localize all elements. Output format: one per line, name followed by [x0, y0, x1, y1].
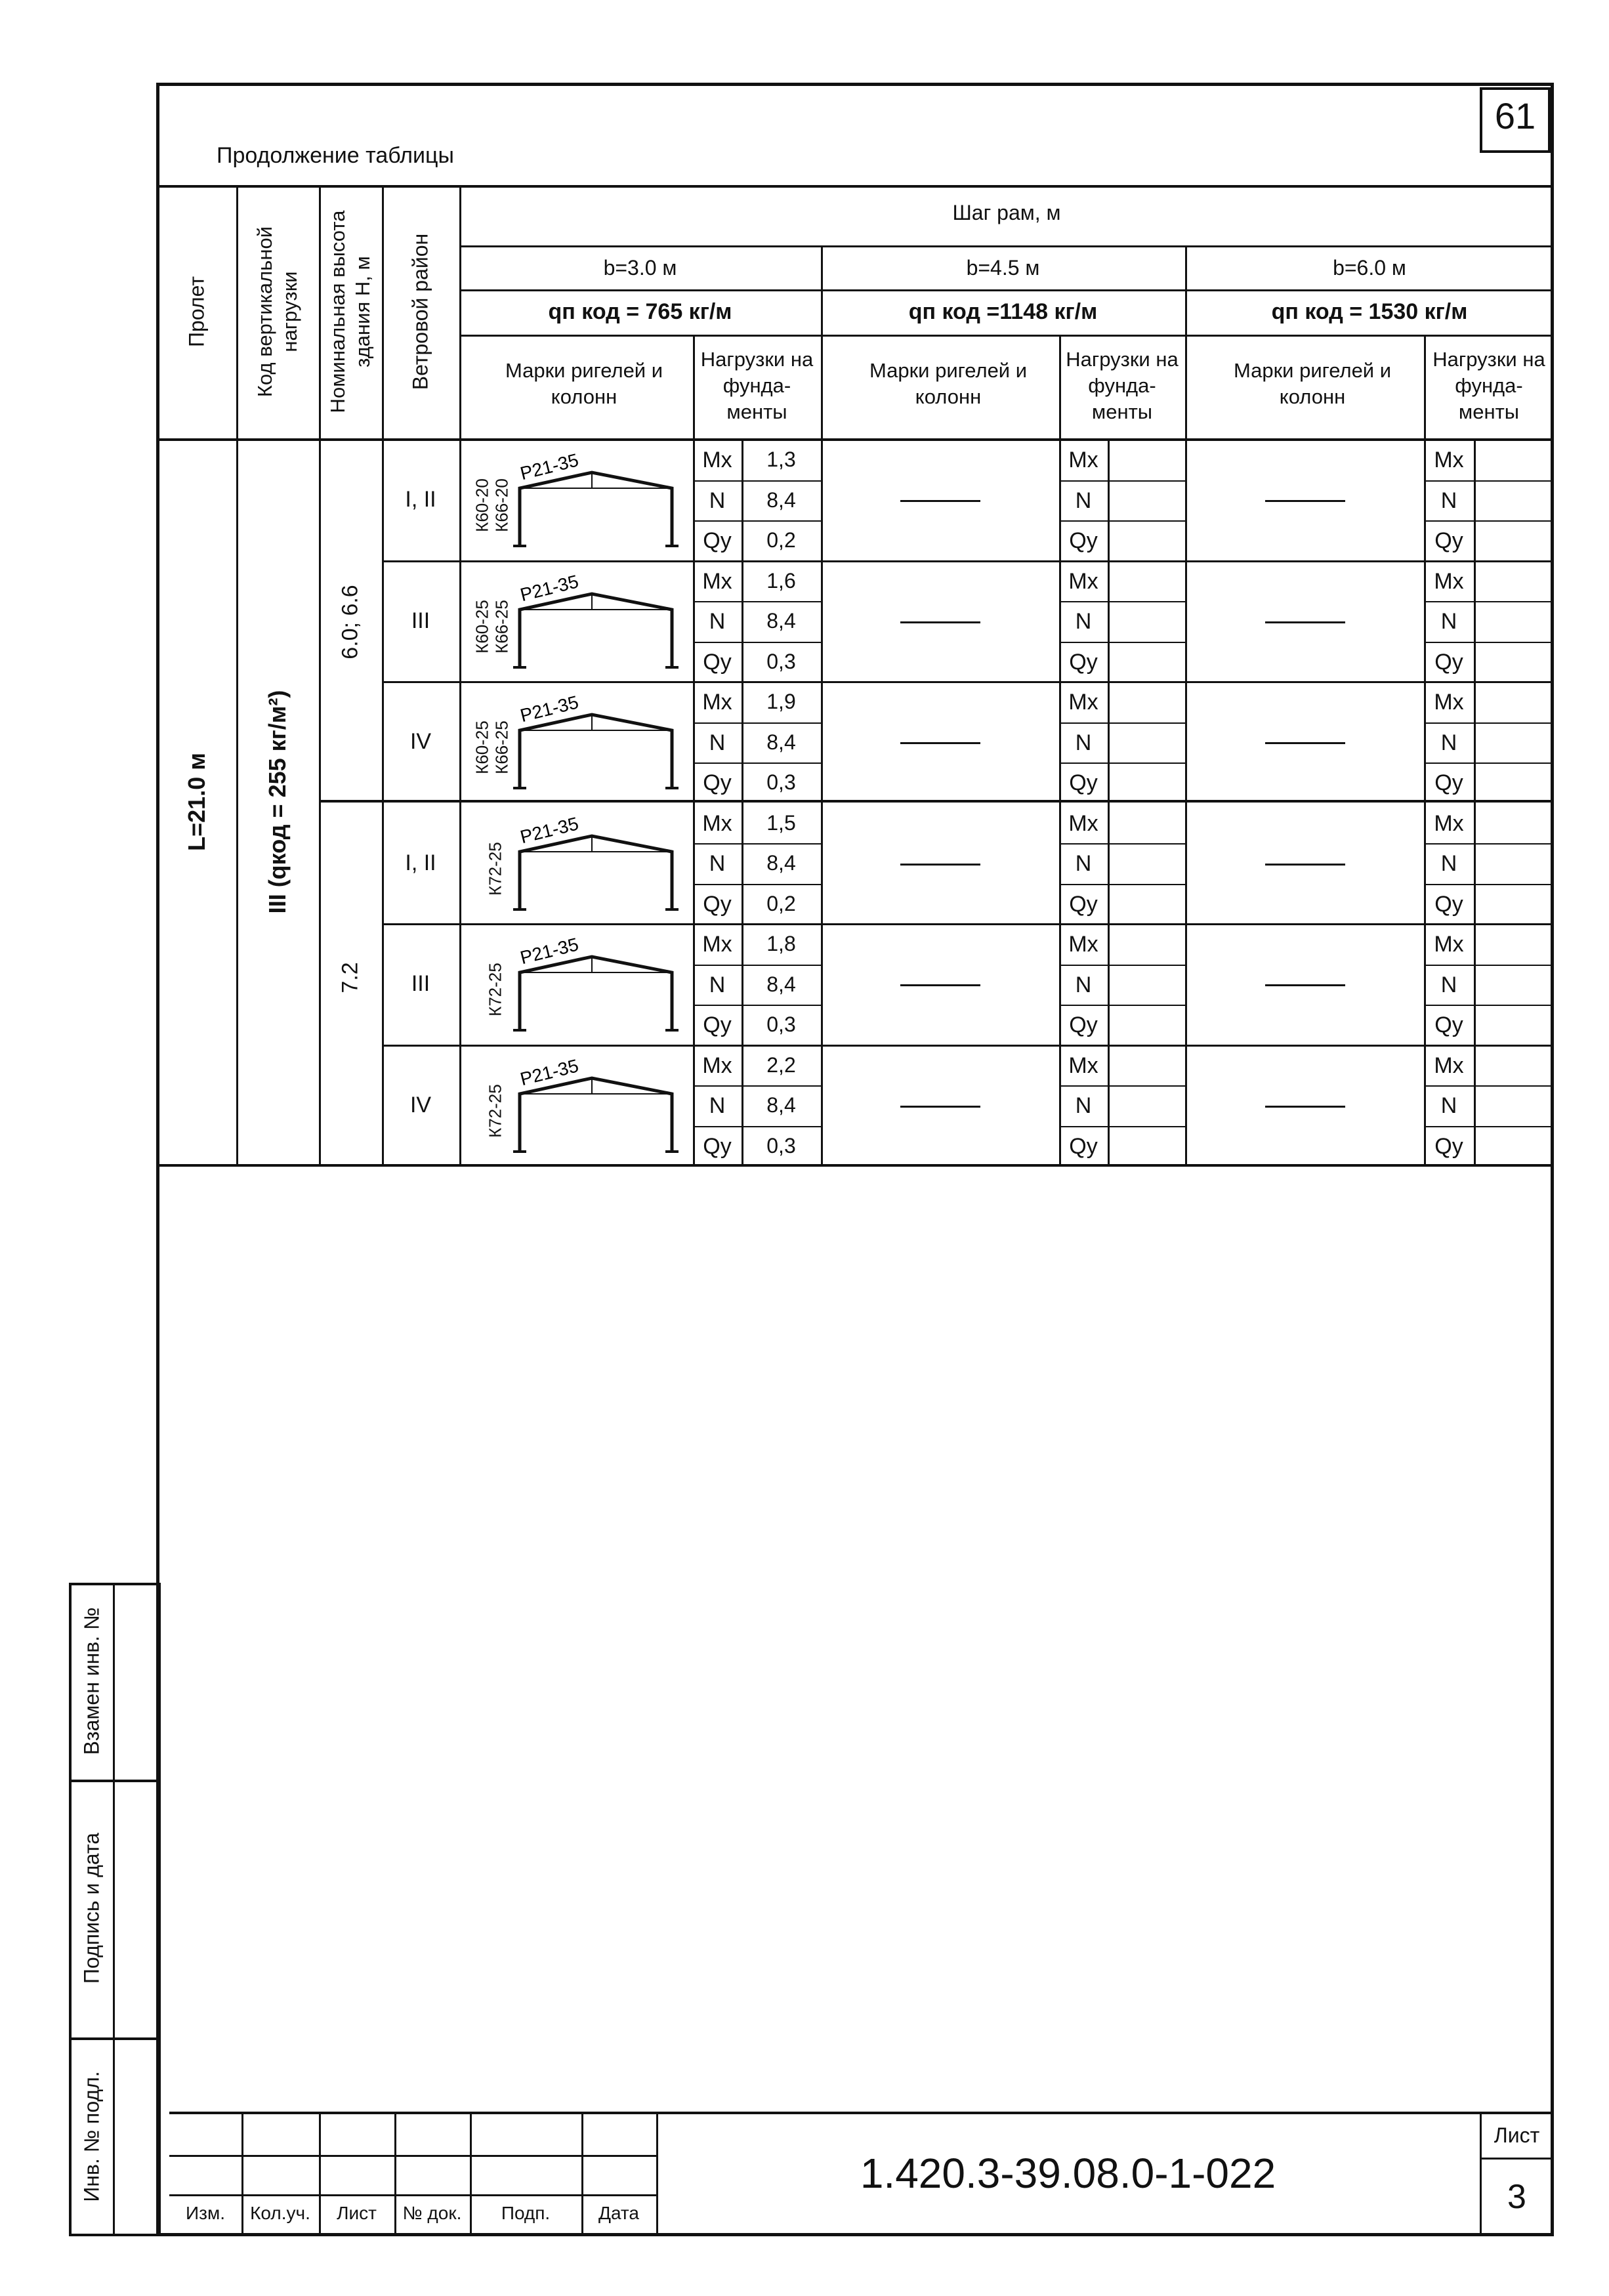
page-number: 61: [1494, 95, 1536, 136]
subrow-line: [1424, 520, 1554, 522]
load-label: N: [1440, 488, 1457, 513]
frame-outline: [520, 1078, 672, 1150]
load-value-qy: 0,3: [766, 650, 796, 673]
load-value-mx: 1,3: [766, 448, 796, 471]
header-q-3: qп код = 1530 кг/м: [1271, 299, 1468, 324]
subrow-line: [1059, 762, 1185, 764]
load-label: N: [1440, 730, 1457, 755]
load-label: Qy: [1069, 528, 1098, 553]
subrow-line: [1424, 480, 1554, 482]
load-label: Mx: [1068, 811, 1098, 836]
wind-value: III: [411, 608, 430, 633]
subrow-line: [1424, 1085, 1554, 1087]
no-data-dash: [1265, 621, 1345, 623]
frame-outline: [520, 715, 672, 787]
load-value-qy: 0,2: [766, 892, 796, 915]
header-b-3: b=6.0 м: [1333, 256, 1406, 280]
load-value-qy: 0,2: [766, 528, 796, 552]
side-stamp-divider: [113, 1583, 115, 2236]
load-value-n: 8,4: [766, 972, 796, 996]
subrow-line: [1059, 480, 1185, 482]
load-label: Qy: [1434, 770, 1463, 795]
load-label: Mx: [1434, 690, 1464, 715]
beam-label: P21-35: [518, 449, 581, 484]
load-label: N: [709, 609, 726, 634]
subrow-line: [1424, 965, 1554, 966]
header-marks-1: Марки ригелей и колонн: [505, 359, 663, 408]
tb-sheet-line: [1480, 2158, 1554, 2160]
header-loads-1: Нагрузки на фунда- менты: [700, 348, 814, 423]
table-top-line: [156, 185, 1554, 188]
no-data-dash: [1265, 1106, 1345, 1108]
subrow-line: [693, 1005, 821, 1006]
frame-outline: [520, 472, 672, 545]
col-line-2: [319, 185, 321, 1165]
load-label: N: [709, 972, 726, 997]
load-label: N: [1075, 609, 1092, 634]
side-stamp-line-2: [69, 2037, 161, 2040]
no-data-dash: [900, 1106, 980, 1108]
subrow-line: [1059, 722, 1185, 724]
load-label: Mx: [1068, 448, 1098, 472]
load-value-n: 8,4: [766, 609, 796, 633]
col-line-3: [382, 185, 384, 1165]
header-loads-3: Нагрузки на фунда- менты: [1432, 348, 1545, 423]
load-label: Mx: [1068, 1053, 1098, 1078]
load-value-qy: 0,3: [766, 770, 796, 794]
header-marks-2: Марки ригелей и колонн: [869, 359, 1028, 408]
col-line-b45: [821, 245, 823, 1165]
load-label: N: [1440, 1093, 1457, 1118]
load-label: Mx: [1434, 932, 1464, 957]
load-label: Qy: [703, 1134, 732, 1159]
header-step: Шаг рам, м: [952, 201, 1061, 224]
subrow-line: [693, 642, 821, 643]
column-label: К72-25: [485, 1084, 505, 1138]
wind-value: I, II: [405, 487, 436, 512]
subrow-line: [693, 722, 821, 724]
header-q-2: qп код =1148 кг/м: [908, 299, 1098, 324]
subrow-line: [693, 480, 821, 482]
beam-label: P21-35: [518, 813, 581, 848]
load-label: N: [709, 851, 726, 876]
tb-podp: Подп.: [501, 2203, 551, 2223]
header-q-1: qп код = 765 кг/м: [548, 299, 732, 324]
tb-list: Лист: [337, 2203, 377, 2223]
col-line-b60: [1185, 245, 1187, 1165]
table-bottom-line: [156, 1164, 1554, 1167]
header-line-step: [459, 245, 1554, 247]
no-data-dash: [1265, 864, 1345, 866]
header-loads-2: Нагрузки на фунда- менты: [1066, 348, 1179, 423]
load-label: Mx: [702, 690, 732, 715]
subrow-line: [693, 762, 821, 764]
load-value-mx: 2,2: [766, 1053, 796, 1077]
tb-izm: Изм.: [186, 2203, 225, 2223]
subrow-line: [1059, 642, 1185, 643]
load-value-mx: 1,5: [766, 811, 796, 835]
subrow-line: [1424, 843, 1554, 845]
load-label: N: [1440, 609, 1457, 634]
no-data-dash: [1265, 500, 1345, 502]
subrow-line: [693, 601, 821, 602]
subrow-line: [1059, 1005, 1185, 1006]
load-label: N: [1075, 1093, 1092, 1118]
load-label: Qy: [1069, 650, 1098, 675]
subrow-line: [1424, 1005, 1554, 1006]
load-label: Qy: [703, 528, 732, 553]
load-label: N: [709, 1093, 726, 1118]
title-block-top: [169, 2112, 1554, 2114]
load-value-qy: 0,3: [766, 1012, 796, 1036]
load-value-n: 8,4: [766, 488, 796, 512]
stamp-sign-date: Подпись и дата: [79, 1832, 104, 1984]
beam-label: P21-35: [518, 571, 581, 606]
load-label: Qy: [1069, 1012, 1098, 1037]
wind-value: III: [411, 971, 430, 996]
header-load-code: Код вертикальной нагрузки: [253, 226, 301, 398]
sheet-label: Лист: [1494, 2123, 1540, 2147]
no-data-dash: [1265, 742, 1345, 744]
subrow-line: [1424, 601, 1554, 602]
load-label: N: [1075, 730, 1092, 755]
load-label: Mx: [1434, 448, 1464, 472]
load-label: N: [1440, 851, 1457, 876]
header-b-2: b=4.5 м: [966, 256, 1040, 280]
no-data-dash: [1265, 984, 1345, 986]
no-data-dash: [900, 621, 980, 623]
column-label: К66-20: [491, 478, 512, 532]
load-label: Qy: [703, 892, 732, 917]
subrow-line: [1424, 642, 1554, 643]
no-data-dash: [900, 500, 980, 502]
load-label: Qy: [703, 650, 732, 675]
span-value: L=21.0 м: [183, 753, 210, 851]
header-b-1: b=3.0 м: [603, 256, 677, 280]
subrow-line: [693, 965, 821, 966]
beam-label: P21-35: [518, 1055, 581, 1090]
header-height: Номинальная высота здания H, м: [326, 210, 374, 413]
subrow-line: [1059, 1126, 1185, 1127]
no-data-dash: [900, 864, 980, 866]
load-value-mx: 1,8: [766, 932, 796, 955]
load-label: Mx: [702, 448, 732, 472]
load-label: N: [709, 730, 726, 755]
stamp-replace-inv: Взамен инв. №: [79, 1607, 104, 1755]
load-value-n: 8,4: [766, 851, 796, 875]
table-header-bottom: [156, 438, 1554, 441]
load-label: Qy: [1069, 770, 1098, 795]
load-label: Qy: [1434, 650, 1463, 675]
column-label: К72-25: [485, 963, 505, 1016]
load-value-n: 8,4: [766, 730, 796, 754]
wind-value: IV: [409, 1093, 432, 1117]
load-code-value: III (qкод = 255 кг/м²): [264, 690, 291, 914]
subrow-line: [693, 1085, 821, 1087]
load-label: Mx: [702, 569, 732, 594]
column-label: К72-25: [485, 842, 505, 896]
tb-ndoc: № док.: [402, 2203, 462, 2223]
load-value-n: 8,4: [766, 1093, 796, 1117]
tb-kolich: Кол.уч.: [250, 2203, 310, 2223]
load-label: Mx: [702, 932, 732, 957]
wind-value: IV: [409, 729, 432, 754]
load-label: Qy: [1069, 1134, 1098, 1159]
subrow-line: [1424, 1126, 1554, 1127]
continuation-title: Продолжение таблицы: [217, 143, 454, 168]
load-label: Qy: [703, 1012, 732, 1037]
load-value-qy: 0,3: [766, 1134, 796, 1158]
beam-label: P21-35: [518, 934, 581, 969]
tb-date: Дата: [598, 2203, 639, 2223]
column-label: К60-25: [472, 720, 492, 774]
load-label: Qy: [1434, 1134, 1463, 1159]
beam-label: P21-35: [518, 692, 581, 726]
subrow-line: [1059, 520, 1185, 522]
header-line-q: [459, 335, 1554, 337]
subrow-line: [1059, 601, 1185, 602]
load-label: Qy: [1069, 892, 1098, 917]
load-value-mx: 1,9: [766, 690, 796, 713]
subrow-line: [693, 1126, 821, 1127]
sheet-number: 3: [1507, 2178, 1526, 2216]
column-label: К60-25: [472, 600, 492, 654]
frame-outline: [520, 836, 672, 908]
subrow-line: [1059, 965, 1185, 966]
subrow-line: [693, 843, 821, 845]
stamp-inv-orig: Инв. № подл.: [79, 2071, 104, 2202]
height-value-1: 6.0; 6.6: [337, 585, 363, 659]
load-label: Qy: [1434, 1012, 1463, 1037]
frame-outline: [520, 594, 672, 666]
load-label: Mx: [702, 811, 732, 836]
subrow-line: [1059, 843, 1185, 845]
load-label: Qy: [1434, 528, 1463, 553]
side-stamp-line-1: [69, 1780, 161, 1782]
frame-outline: [520, 957, 672, 1029]
load-label: Mx: [702, 1053, 732, 1078]
height-value-2: 7.2: [337, 962, 363, 993]
column-label: К60-20: [472, 478, 492, 532]
load-label: N: [1075, 488, 1092, 513]
load-label: N: [1075, 972, 1092, 997]
load-label: Mx: [1068, 690, 1098, 715]
subrow-line: [693, 884, 821, 885]
header-marks-3: Марки ригелей и колонн: [1233, 359, 1392, 408]
load-label: Mx: [1434, 569, 1464, 594]
load-label: Mx: [1434, 811, 1464, 836]
column-label: К66-25: [491, 720, 512, 774]
wind-value: I, II: [405, 850, 436, 875]
no-data-dash: [900, 984, 980, 986]
load-label: N: [1440, 972, 1457, 997]
header-wind: Ветровой район: [408, 233, 432, 390]
col-line-1: [236, 185, 238, 1165]
doc-code: 1.420.3-39.08.0-1-022: [860, 2150, 1276, 2197]
load-label: Qy: [703, 770, 732, 795]
no-data-dash: [900, 742, 980, 744]
subrow-line: [1424, 884, 1554, 885]
subrow-line: [693, 520, 821, 522]
header-span: Пролет: [184, 276, 209, 347]
subrow-line: [1059, 884, 1185, 885]
subrow-line: [1424, 762, 1554, 764]
load-label: Mx: [1068, 569, 1098, 594]
load-value-mx: 1,6: [766, 569, 796, 593]
subrow-line: [1059, 1085, 1185, 1087]
load-label: Mx: [1434, 1053, 1464, 1078]
column-label: К66-25: [491, 600, 512, 654]
load-label: Mx: [1068, 932, 1098, 957]
subrow-line: [1424, 722, 1554, 724]
header-line-b: [459, 289, 1554, 291]
load-label: N: [709, 488, 726, 513]
load-label: Qy: [1434, 892, 1463, 917]
load-label: N: [1075, 851, 1092, 876]
